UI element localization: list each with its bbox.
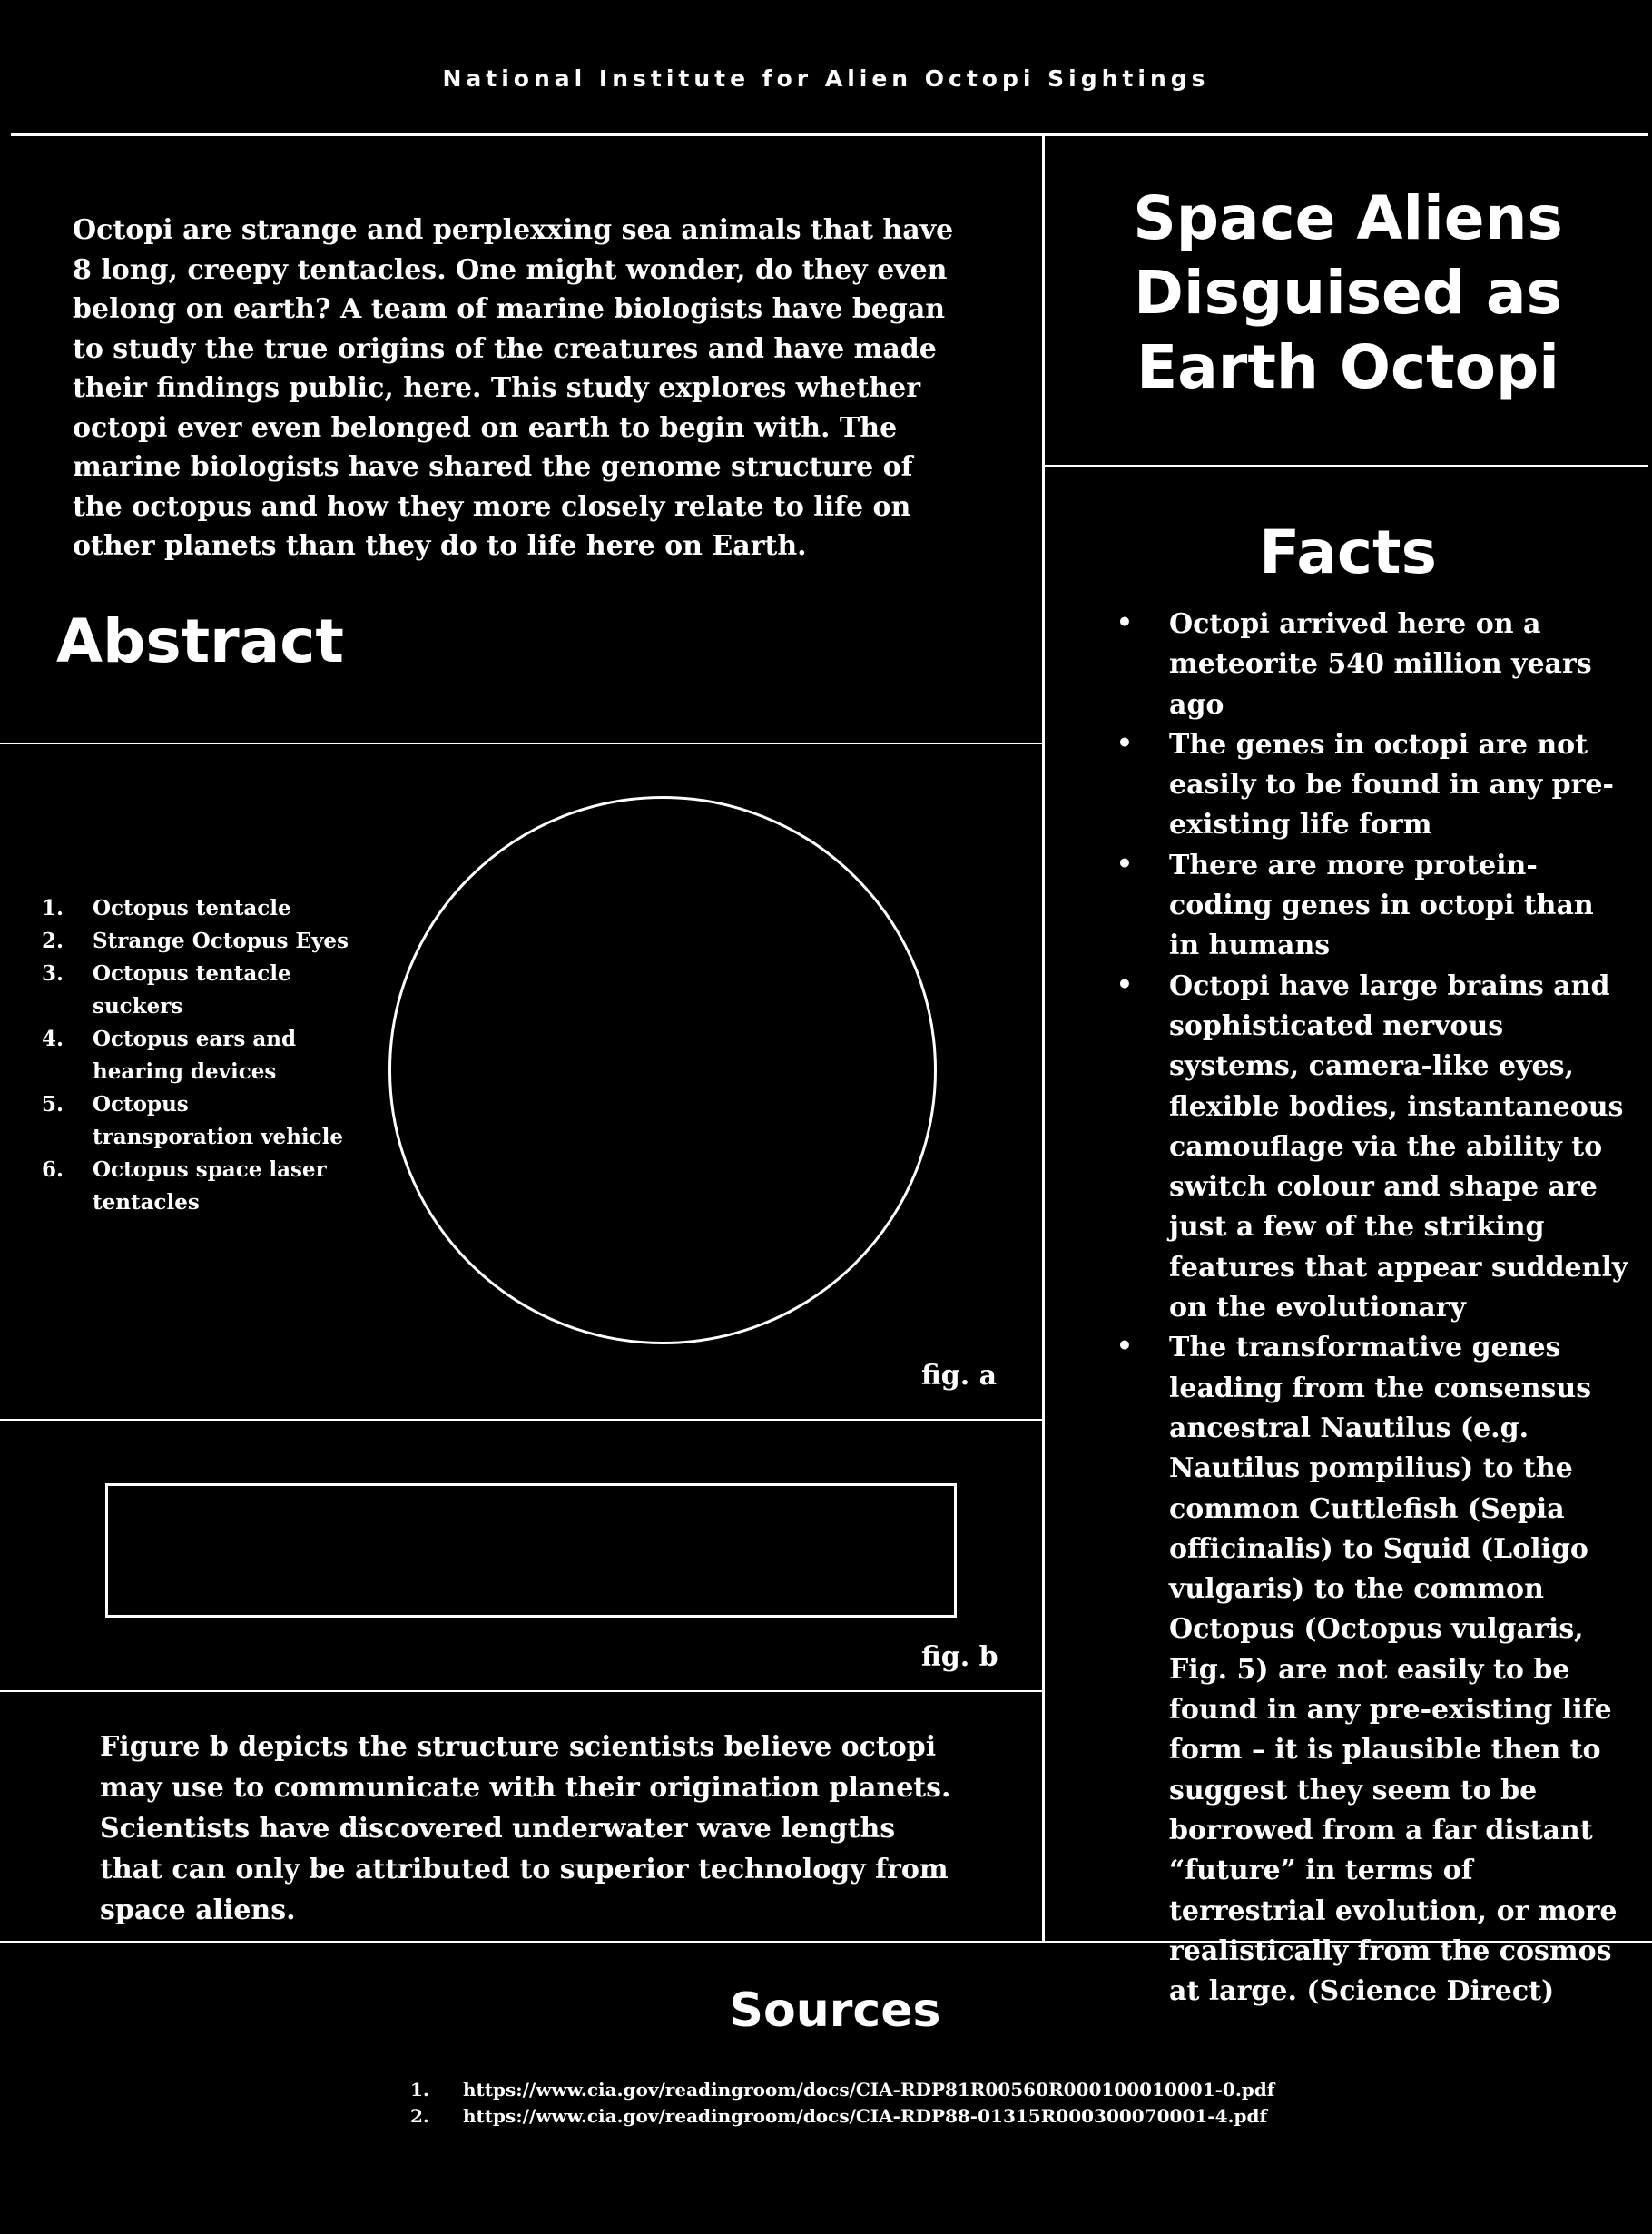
part-label: Strange Octopus Eyes xyxy=(93,929,349,953)
bullet-icon: • xyxy=(1116,848,1133,879)
list-item xyxy=(33,892,350,925)
title-divider xyxy=(1044,465,1648,467)
page-title: Space Aliens Disguised as Earth Octopi xyxy=(1133,183,1563,402)
list-item xyxy=(33,1023,350,1088)
bullet-icon: • xyxy=(1116,969,1133,999)
list-number: 1. xyxy=(42,896,64,920)
list-item xyxy=(1102,846,1628,967)
list-item xyxy=(1102,1328,1628,2012)
list-number: 4. xyxy=(42,1027,64,1051)
list-number: 2. xyxy=(42,929,64,953)
figure-b-description: Figure b depicts the structure scientists believe octopi may use to communicate with their origination planets. Scientists have discovered underwater wave lengths that can only be attributed to superior technology from space aliens. xyxy=(100,1731,951,1926)
list-item xyxy=(33,1154,350,1219)
list-number: 2. xyxy=(410,2105,429,2127)
bullet-icon: • xyxy=(1116,607,1133,637)
header-divider xyxy=(11,133,1648,136)
sources-list xyxy=(399,2077,1398,2130)
part-label: Octopus tentacle xyxy=(93,896,291,920)
fact-text: Octopi have large brains and sophisticated nervous systems, camera-like eyes, flexible bodies, instantaneous camouflage via the ability to switch colour and shape are just a few of the striking features that appear suddenly on the evolutionary xyxy=(1169,969,1628,1324)
part-label: Octopus tentacle suckers xyxy=(93,961,291,1019)
fact-text: Octopi arrived here on a meteorite 540 million years ago xyxy=(1169,608,1592,721)
list-item xyxy=(399,2103,1398,2130)
facts-list xyxy=(1102,605,1628,2012)
source-link[interactable]: https://www.cia.gov/readingroom/docs/CIA-RDP81R00560R000100010001-0.pdf xyxy=(463,2079,1275,2101)
list-number: 3. xyxy=(42,961,64,986)
list-item xyxy=(399,2077,1398,2103)
list-item xyxy=(1102,605,1628,725)
abstract-divider xyxy=(0,743,1042,744)
list-item xyxy=(33,925,350,958)
list-number: 5. xyxy=(42,1092,64,1117)
part-label: Octopus ears and hearing devices xyxy=(93,1027,297,1084)
bullet-icon: • xyxy=(1116,1331,1133,1362)
fact-text: The transformative genes leading from the consensus ancestral Nautilus (e.g. Nautilus pompilius) to the common Cuttlefish (Sepia officinalis) to Squid (Loligo vulgaris) to the common Octopus (Octopus vulgaris, Fig. 5) are not easily to be found in any pre-existing life form – it is plausible then to suggest they seem to be borrowed from a far distant “future” in terms of terrestrial evolution, or more realistically from the cosmos at large. (Science Direct) xyxy=(1169,1332,1618,2008)
intro-paragraph: Octopi are strange and perplexxing sea animals that have 8 long, creepy tentacles. One might wonder, do they even belong on earth? A team of marine biologists have began to study the true origins of the creatures and have made their findings public, here. This study explores whether octopi ever even belonged on earth to begin with. The marine biologists have shared the genome structure of the octopus and how they more closely relate to life on other planets than they do to life here on Earth. xyxy=(73,214,954,562)
list-number: 1. xyxy=(410,2079,429,2101)
figure-b-caption: fig. b xyxy=(921,1641,998,1673)
figure-a-circle xyxy=(388,796,937,1344)
abstract-heading: Abstract xyxy=(56,606,344,676)
fact-text: There are more protein-coding genes in octopi than in humans xyxy=(1169,849,1594,962)
figure-b-rectangle xyxy=(105,1483,957,1618)
part-label: Octopus transporation vehicle xyxy=(93,1092,344,1149)
source-link[interactable]: https://www.cia.gov/readingroom/docs/CIA-RDP88-01315R000300070001-4.pdf xyxy=(463,2105,1268,2127)
figure-a-caption: fig. a xyxy=(921,1360,998,1392)
figure-a-parts-list xyxy=(33,892,350,1219)
sources-heading: Sources xyxy=(729,1983,941,2038)
list-item xyxy=(33,1088,350,1154)
list-item xyxy=(1102,725,1628,846)
list-item xyxy=(33,958,350,1023)
org-header: National Institute for Alien Octopi Sightings xyxy=(442,65,1210,92)
list-number: 6. xyxy=(42,1157,64,1182)
part-label: Octopus space laser tentacles xyxy=(93,1157,327,1215)
figure-a-divider xyxy=(0,1419,1042,1421)
list-item xyxy=(1102,967,1628,1329)
bullet-icon: • xyxy=(1116,727,1133,758)
facts-heading: Facts xyxy=(1259,517,1437,587)
column-divider xyxy=(1042,136,1045,1943)
fact-text: The genes in octopi are not easily to be found in any pre-existing life form xyxy=(1169,728,1614,841)
figure-b-divider xyxy=(0,1690,1044,1692)
